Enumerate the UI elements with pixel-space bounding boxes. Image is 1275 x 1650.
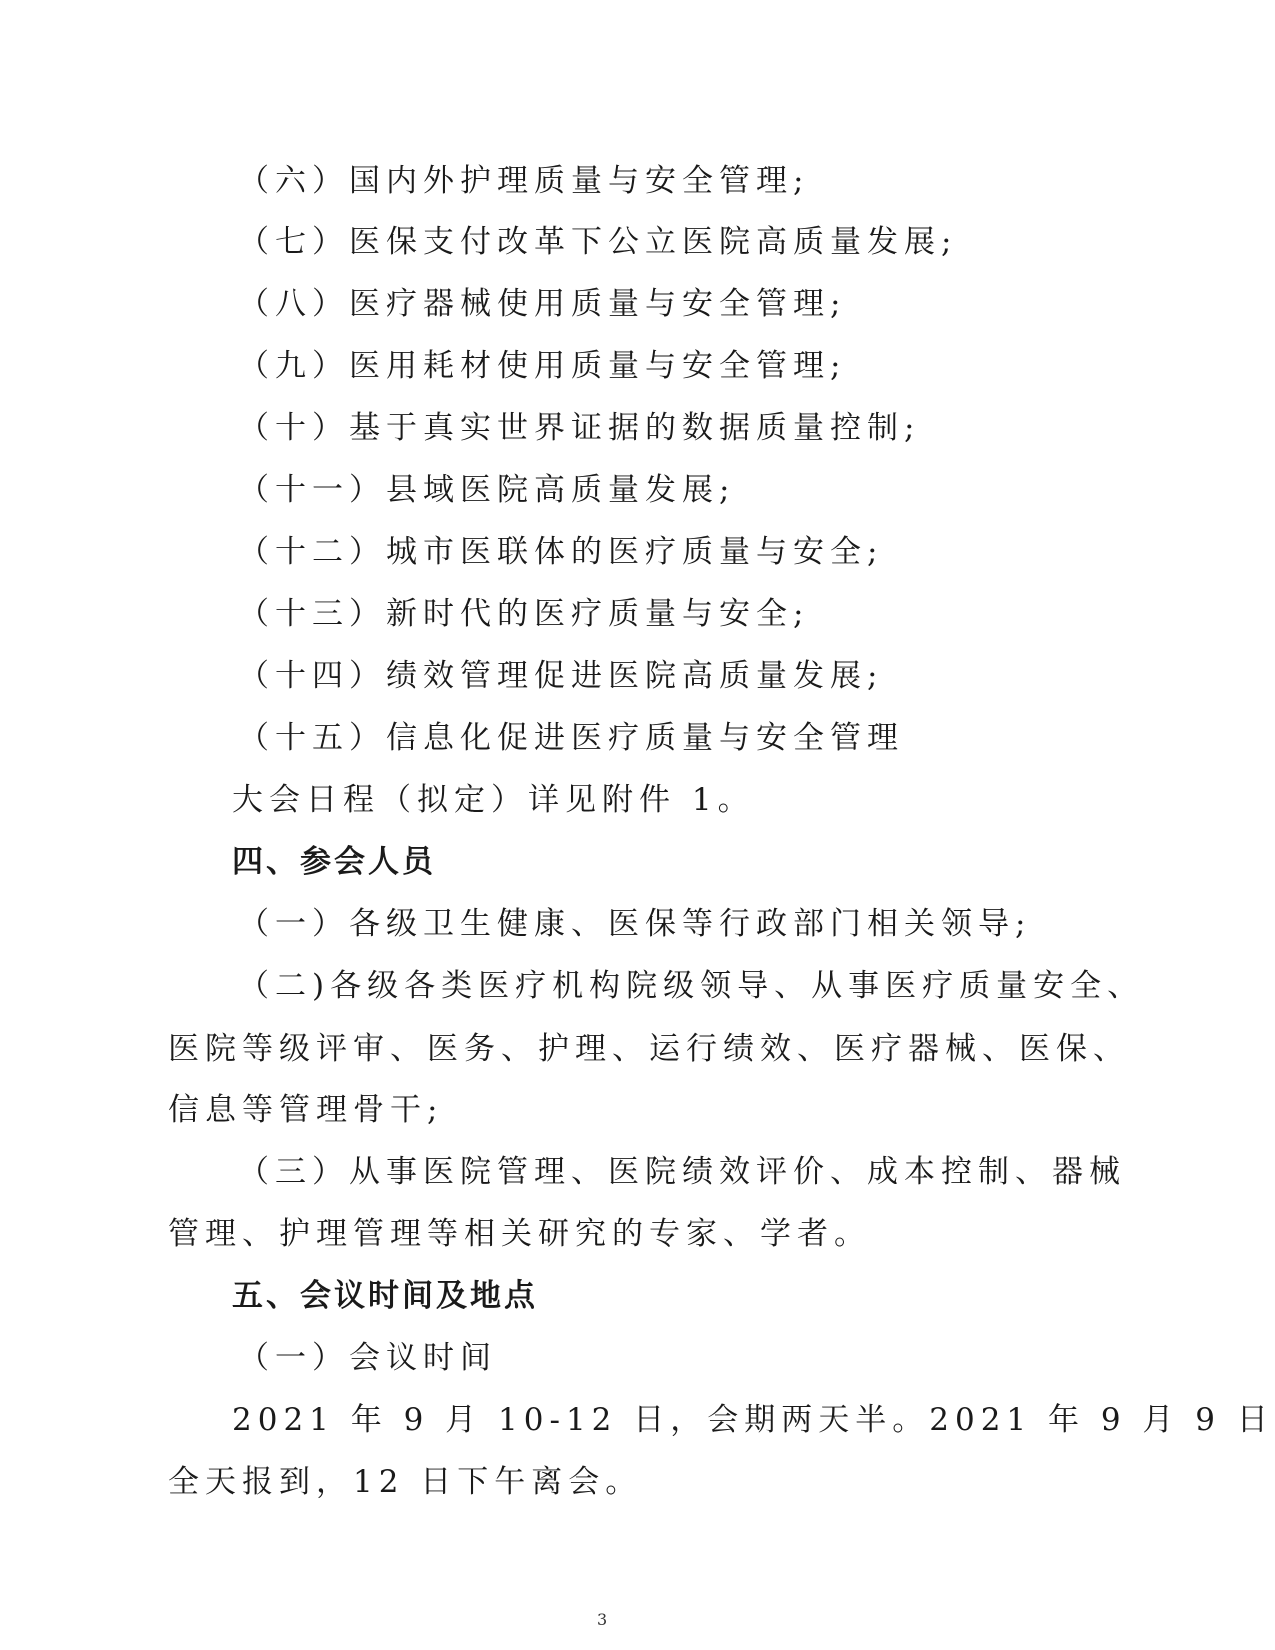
topic-9: （九）医用耗材使用质量与安全管理; [238, 348, 847, 384]
schedule-note: 大会日程（拟定）详见附件 1。 [232, 782, 755, 818]
section-5-heading: 五、会议时间及地点 [232, 1278, 538, 1314]
section-4-heading: 四、参会人员 [232, 844, 436, 880]
topic-14: （十四）绩效管理促进医院高质量发展; [238, 658, 884, 694]
section-4-item-1: （一）各级卫生健康、医保等行政部门相关领导; [238, 906, 1032, 942]
topic-11: （十一）县域医院高质量发展; [238, 472, 736, 508]
topic-7: （七）医保支付改革下公立医院高质量发展; [238, 224, 958, 260]
topic-13: （十三）新时代的医疗质量与安全; [238, 596, 810, 632]
topic-8: （八）医疗器械使用质量与安全管理; [238, 286, 847, 322]
topic-6: （六）国内外护理质量与安全管理; [238, 163, 810, 199]
topic-10: （十）基于真实世界证据的数据质量控制; [238, 410, 921, 446]
section-4-item-2-line-3: 信息等管理骨干; [168, 1092, 444, 1128]
topic-15: （十五）信息化促进医疗质量与安全管理 [238, 720, 904, 756]
section-5-sub-1: （一）会议时间 [238, 1340, 497, 1376]
section-4-item-2-line-2: 医院等级评审、医务、护理、运行绩效、医疗器械、医保、 [168, 1031, 1130, 1067]
topic-12: （十二）城市医联体的医疗质量与安全; [238, 534, 884, 570]
section-4-item-2-line-1: （二)各级各类医疗机构院级领导、从事医疗质量安全、 [238, 968, 1145, 1004]
meeting-time-line-2: 全天报到，12 日下午离会。 [168, 1464, 643, 1500]
page-number: 3 [597, 1610, 608, 1629]
meeting-time-line-1: 2021 年 9 月 10-12 日，会期两天半。2021 年 9 月 9 日 [232, 1402, 1274, 1438]
section-4-item-3-line-2: 管理、护理管理等相关研究的专家、学者。 [168, 1216, 871, 1252]
section-4-item-3-line-1: （三）从事医院管理、医院绩效评价、成本控制、器械 [238, 1154, 1126, 1190]
